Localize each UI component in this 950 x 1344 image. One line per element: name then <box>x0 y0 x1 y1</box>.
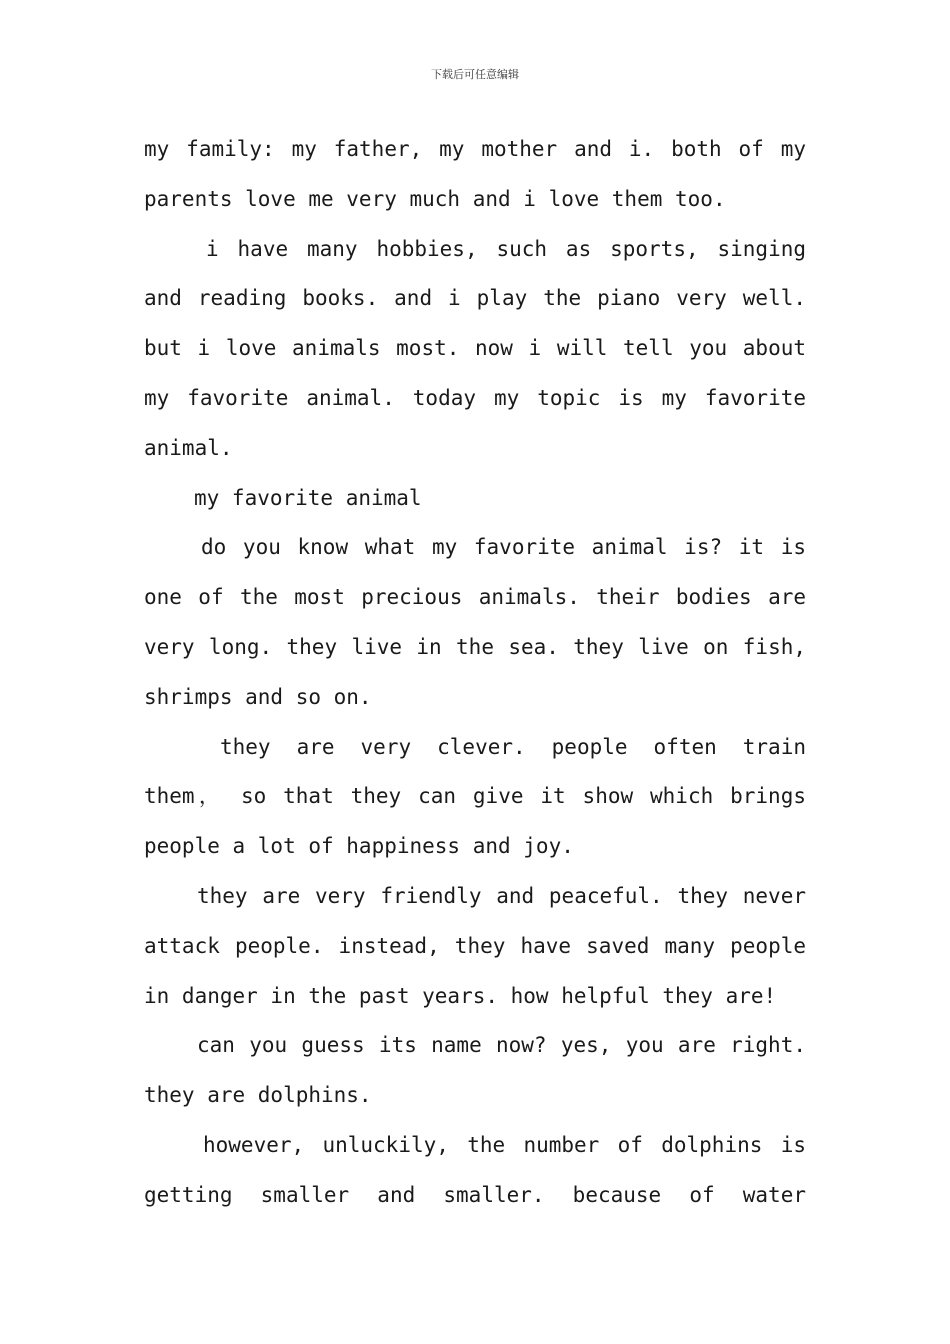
paragraph-family: my family: my father, my mother and i. both of my parents love me very much and i love them too. <box>144 137 806 211</box>
paragraph-heading: my favorite animal <box>194 485 422 510</box>
paragraph-hobbies: i have many hobbies, such as sports, singing and reading books. and i play the piano very well. but i love animals most. now i will tell you about my favorite animal. today my topic is my favorite animal. <box>144 236 806 460</box>
paragraph-however: however, unluckily, the number of dolphins is getting smaller and smaller. because of water <box>144 1132 806 1207</box>
paragraph-guess: can you guess its name now? yes, you are right. they are dolphins. <box>144 1033 806 1108</box>
paragraph-description: do you know what my favorite animal is? it is one of the most precious animals. their bodies are very long. they live in the sea. they live on fish, shrimps and so on. <box>144 535 806 709</box>
header-note: 下载后可任意编辑 <box>431 68 519 81</box>
document-body <box>144 125 806 1221</box>
paragraph-clever: they are very clever. people often train them， so that they can give it show which brings people a lot of happiness and joy. <box>144 734 806 859</box>
paragraph-friendly: they are very friendly and peaceful. they never attack people. instead, they have saved many people in danger in the past years. how helpful they are! <box>144 883 806 1008</box>
